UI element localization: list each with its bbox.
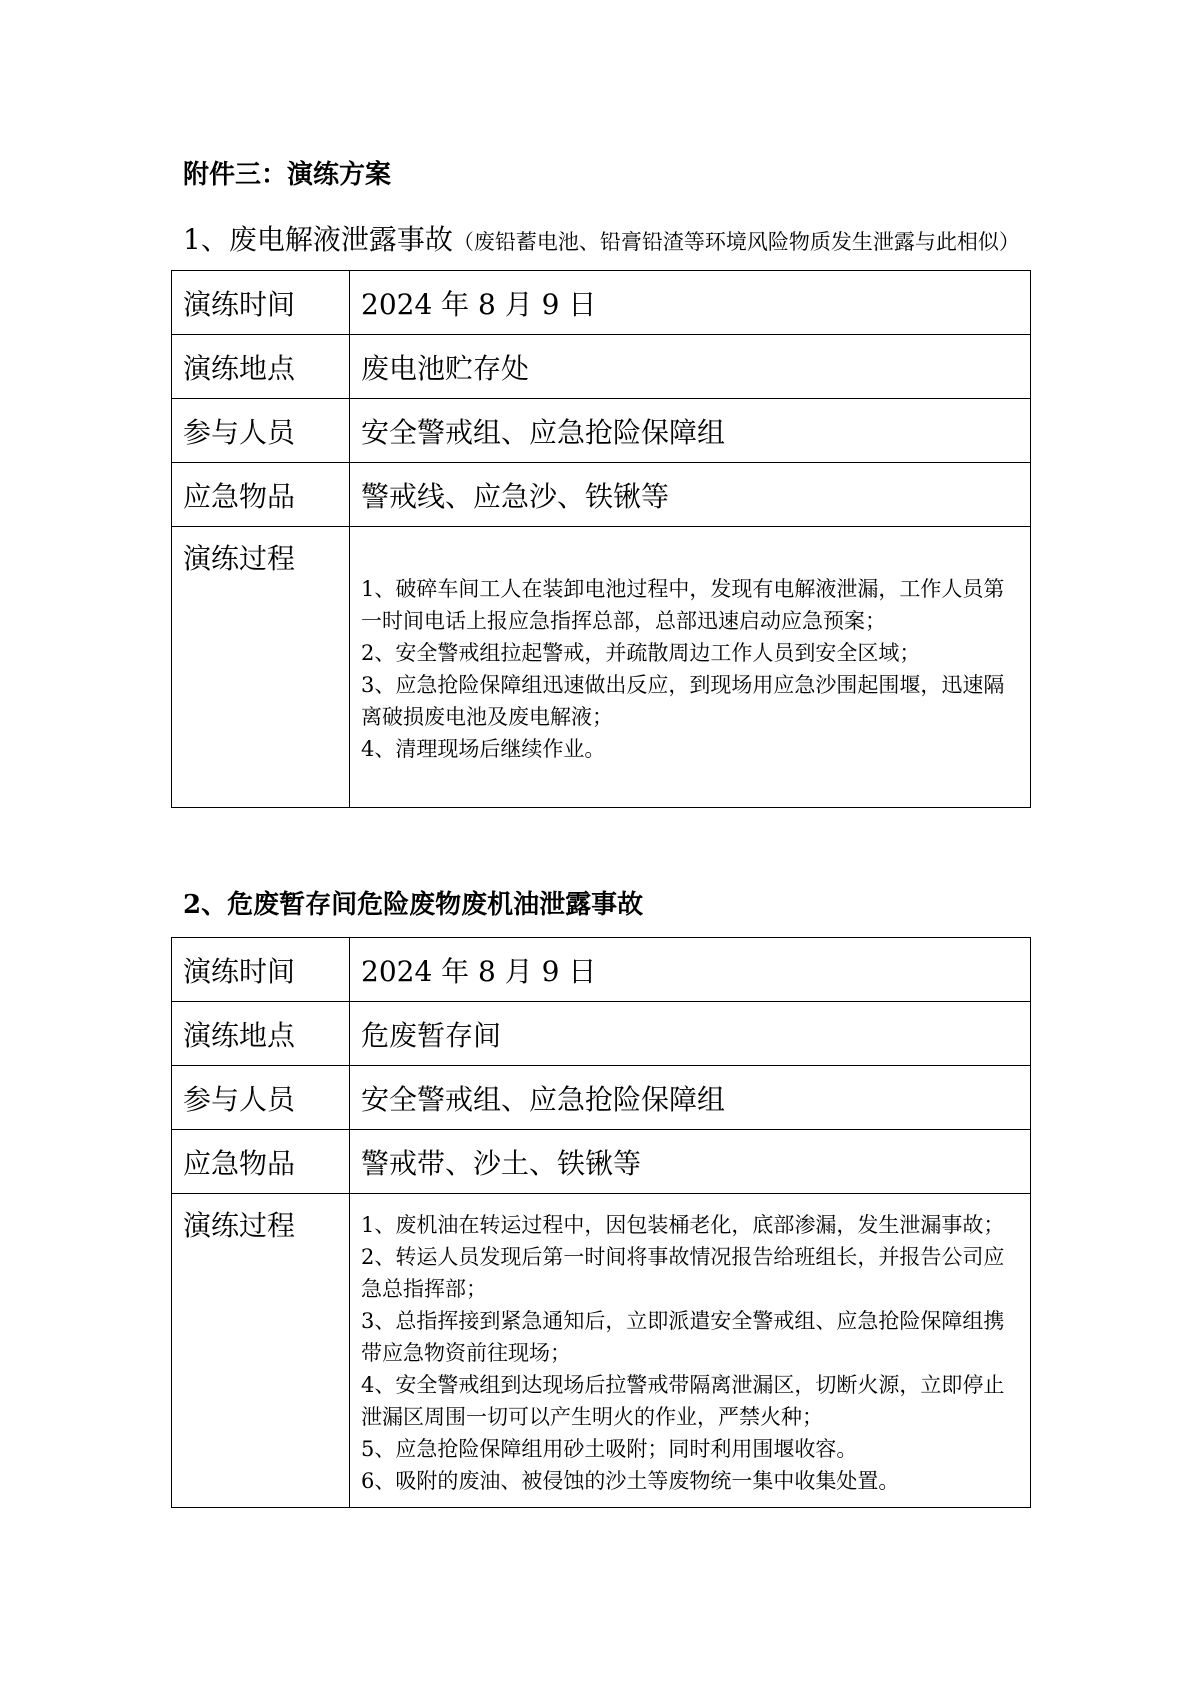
- process-step: 3、总指挥接到紧急通知后，立即派遣安全警戒组、应急抢险保障组携带应急物资前往现场；: [361, 1308, 1005, 1365]
- row-label: 演练时间: [172, 938, 350, 1002]
- drill-table-1: [171, 270, 1031, 808]
- section1-title-note: （废铅蓄电池、铅膏铅渣等环境风险物质发生泄露与此相似）: [452, 230, 1020, 254]
- table-row: [172, 527, 1031, 808]
- table-row: [172, 271, 1031, 335]
- supplies-value: 警戒线、应急沙、铁锹等: [350, 463, 1031, 527]
- process-step: 2、转运人员发现后第一时间将事故情况报告给班组长，并报告公司应急总指挥部；: [361, 1244, 1005, 1301]
- section2-title: 2、危废暂存间危险废物废机油泄露事故: [183, 890, 644, 920]
- supplies-value: 警戒带、沙土、铁锹等: [350, 1130, 1031, 1194]
- section1-title: [183, 222, 1020, 260]
- drill-time-value: 2024 年 8 月 9 日: [350, 938, 1031, 1002]
- participants-value: 安全警戒组、应急抢险保障组: [350, 1066, 1031, 1130]
- table-row: [172, 1066, 1031, 1130]
- drill-time-value: 2024 年 8 月 9 日: [350, 271, 1031, 335]
- row-label: 应急物品: [172, 1130, 350, 1194]
- table-row: [172, 335, 1031, 399]
- row-label: 应急物品: [172, 463, 350, 527]
- table-row: [172, 1002, 1031, 1066]
- process-step: 1、废机油在转运过程中，因包装桶老化，底部渗漏，发生泄漏事故；: [361, 1212, 1005, 1237]
- table-row: [172, 938, 1031, 1002]
- process-step: 2、安全警戒组拉起警戒，并疏散周边工作人员到安全区域；: [361, 641, 921, 665]
- section1-title-text: 1、废电解液泄露事故: [183, 223, 453, 256]
- process-cell: [350, 1194, 1031, 1508]
- process-step: 3、应急抢险保障组迅速做出反应，到现场用应急沙围起围堰，迅速隔离破损废电池及废电解液；: [361, 673, 1005, 729]
- row-label: 参与人员: [172, 1066, 350, 1130]
- row-label: 演练过程: [172, 1194, 350, 1508]
- process-step: 4、清理现场后继续作业。: [361, 737, 606, 761]
- process-step: 1、破碎车间工人在装卸电池过程中，发现有电解液泄漏，工作人员第一时间电话上报应急指挥总部，总部迅速启动应急预案；: [361, 577, 1005, 633]
- row-label: 演练地点: [172, 1002, 350, 1066]
- drill-table-2: [171, 937, 1031, 1508]
- table-row: [172, 399, 1031, 463]
- table-row: [172, 1194, 1031, 1508]
- table-row: [172, 463, 1031, 527]
- process-step: 5、应急抢险保障组用砂土吸附；同时利用围堰收容。: [361, 1436, 858, 1461]
- drill-location-value: 废电池贮存处: [350, 335, 1031, 399]
- row-label: 演练地点: [172, 335, 350, 399]
- row-label: 参与人员: [172, 399, 350, 463]
- process-cell: [350, 527, 1031, 808]
- document-heading: 附件三：演练方案: [183, 160, 392, 190]
- process-step: 4、安全警戒组到达现场后拉警戒带隔离泄漏区，切断火源，立即停止泄漏区周围一切可以产生明火的作业，严禁火种；: [361, 1372, 1005, 1429]
- table-row: [172, 1130, 1031, 1194]
- drill-location-value: 危废暂存间: [350, 1002, 1031, 1066]
- participants-value: 安全警戒组、应急抢险保障组: [350, 399, 1031, 463]
- process-step: 6、吸附的废油、被侵蚀的沙土等废物统一集中收集处置。: [361, 1468, 900, 1493]
- row-label: 演练时间: [172, 271, 350, 335]
- row-label: 演练过程: [172, 527, 350, 808]
